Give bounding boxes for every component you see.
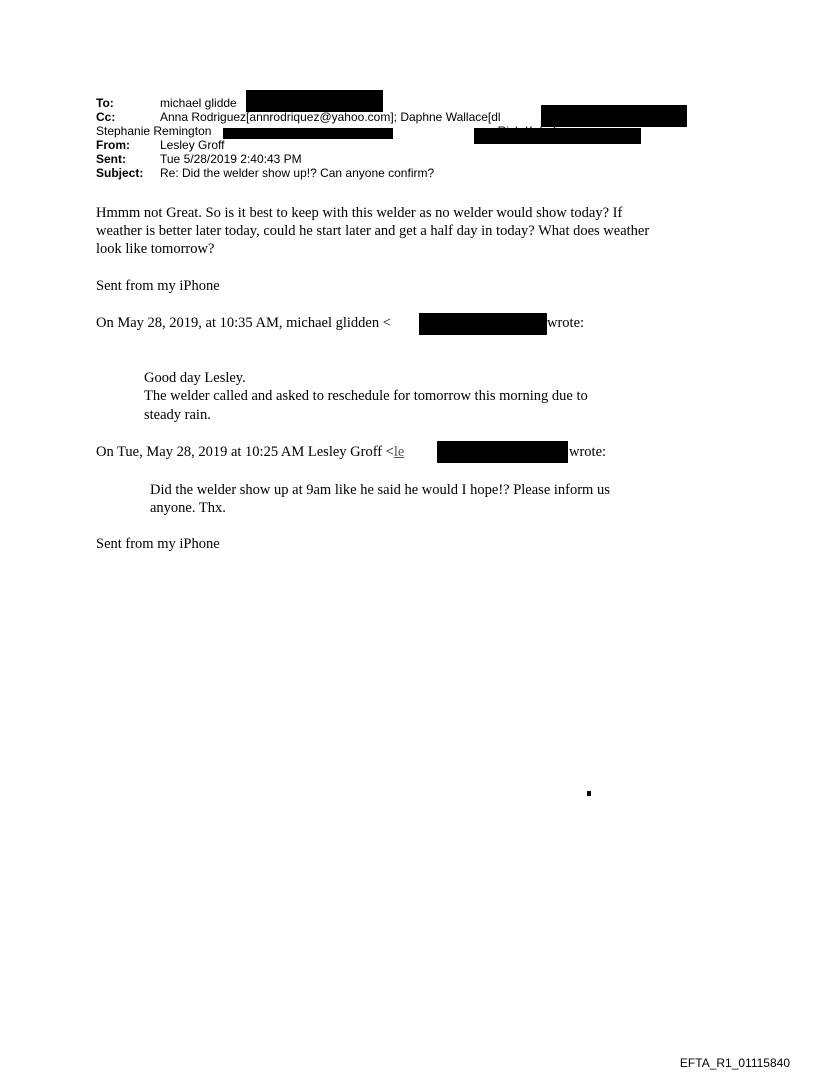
sent-value: Tue 5/28/2019 2:40:43 PM (160, 152, 302, 166)
signature: Sent from my iPhone (96, 278, 220, 294)
quote-line: Did the welder show up at 9am like he said he would I hope!? Please inform us (150, 482, 610, 498)
to-label: To: (96, 96, 114, 110)
signature: Sent from my iPhone (96, 536, 220, 552)
quote-line: anyone. Thx. (150, 500, 226, 516)
quote-line: The welder called and asked to reschedule for tomorrow this morning due to (144, 388, 588, 404)
from-value: Lesley Groff (160, 138, 225, 152)
quote-intro-text: On Tue, May 28, 2019 at 10:25 AM Lesley Groff < (96, 444, 394, 460)
quote-intro-text: On May 28, 2019, at 10:35 AM, michael glidden < (96, 315, 391, 331)
redaction-bar (223, 128, 393, 139)
document-id: EFTA_R1_01115840 (679, 1056, 790, 1070)
body-line: look like tomorrow? (96, 241, 215, 257)
redaction-bar (246, 90, 383, 112)
body-line: Hmmm not Great. So is it best to keep with this welder as no welder would show today? If (96, 205, 623, 221)
quote-intro-tail: wrote: (569, 444, 607, 460)
from-label: From: (96, 138, 130, 152)
sent-label: Sent: (96, 152, 126, 166)
redaction-bar (419, 313, 547, 335)
redaction-bar (437, 441, 568, 463)
redaction-bar (474, 128, 641, 144)
cc-value-line2-a: Stephanie Remington (96, 124, 212, 138)
to-value: michael glidde (160, 96, 237, 110)
redaction-bar (541, 105, 687, 127)
email-link[interactable]: le (393, 444, 405, 460)
subject-label: Subject: (96, 166, 144, 180)
cc-value: Anna Rodriguez[annrodriquez@yahoo.com]; Daphne Wallace[dl (160, 110, 501, 124)
scan-mark (587, 791, 591, 796)
body-line: weather is better later today, could he start later and get a half day in today? What does weather (96, 223, 650, 239)
quote-intro (96, 444, 404, 462)
quote-line: steady rain. (144, 407, 211, 423)
cc-label: Cc: (96, 110, 116, 124)
subject-value: Re: Did the welder show up!? Can anyone confirm? (160, 166, 435, 180)
quote-intro-tail: wrote: (547, 315, 585, 331)
quote-line: Good day Lesley. (144, 370, 246, 386)
quote-intro (96, 315, 391, 333)
